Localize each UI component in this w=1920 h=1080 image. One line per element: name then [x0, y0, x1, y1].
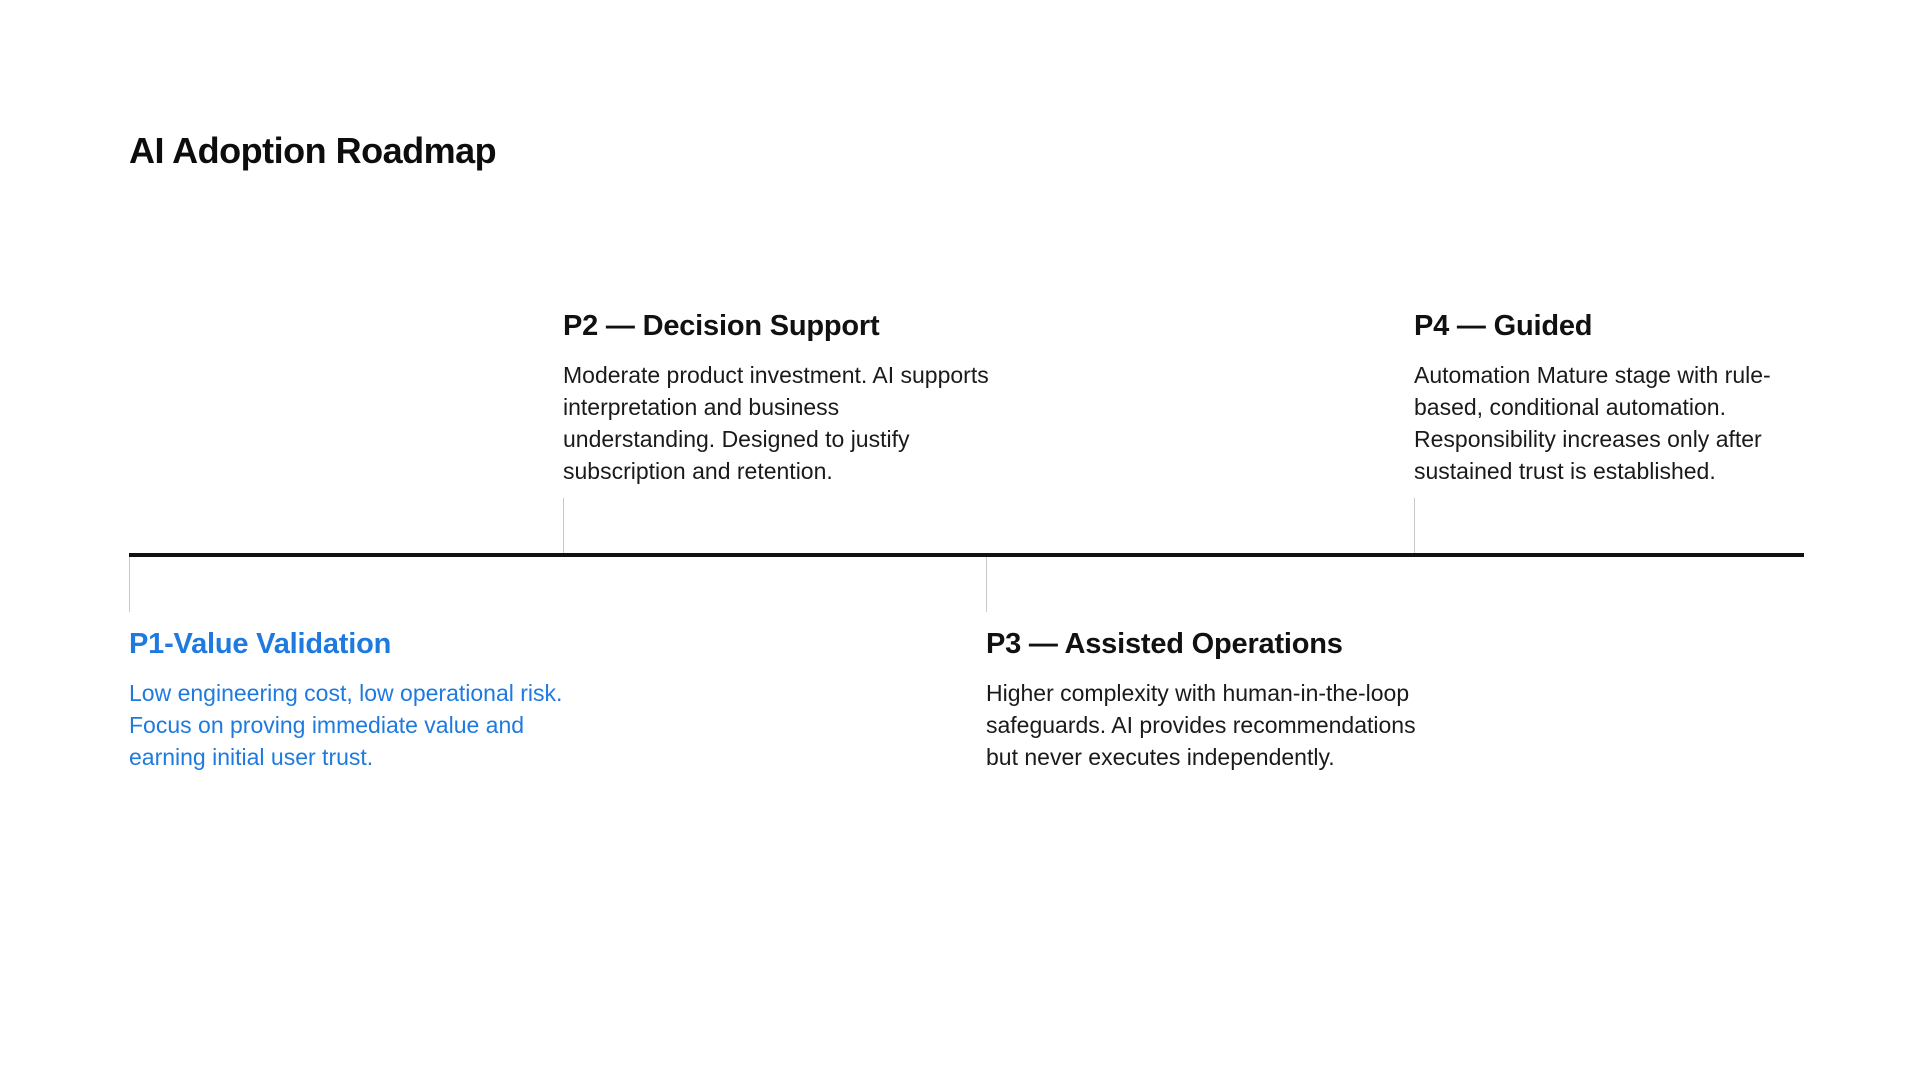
phase-p1	[129, 625, 569, 773]
phase-p4	[1414, 307, 1834, 487]
connector-p2	[563, 498, 564, 553]
phase-p2-title: P2 — Decision Support	[563, 310, 880, 342]
connector-p1	[129, 557, 130, 612]
phase-p3-title: P3 — Assisted Operations	[986, 628, 1343, 660]
phase-p1-description: Low engineering cost, low operational risk. Focus on proving immediate value and earning initial user trust.	[129, 680, 563, 770]
phase-p2-description: Moderate product investment. AI supports interpretation and business understanding. Designed to justify subscription and retention.	[563, 362, 989, 484]
phase-p2	[563, 307, 993, 487]
timeline-axis	[129, 553, 1804, 557]
phase-p1-title: P1-Value Validation	[129, 628, 392, 660]
phase-p4-description: Automation Mature stage with rule-based, conditional automation. Responsibility increases only after sustained trust is established.	[1414, 362, 1771, 484]
phase-p4-title: P4 — Guided	[1414, 310, 1593, 342]
phase-p3	[986, 625, 1426, 773]
phase-p3-description: Higher complexity with human-in-the-loop safeguards. AI provides recommendations but never executes independently.	[986, 680, 1416, 770]
roadmap-title: AI Adoption Roadmap	[129, 130, 497, 171]
connector-p3	[986, 557, 987, 612]
connector-p4	[1414, 498, 1415, 553]
